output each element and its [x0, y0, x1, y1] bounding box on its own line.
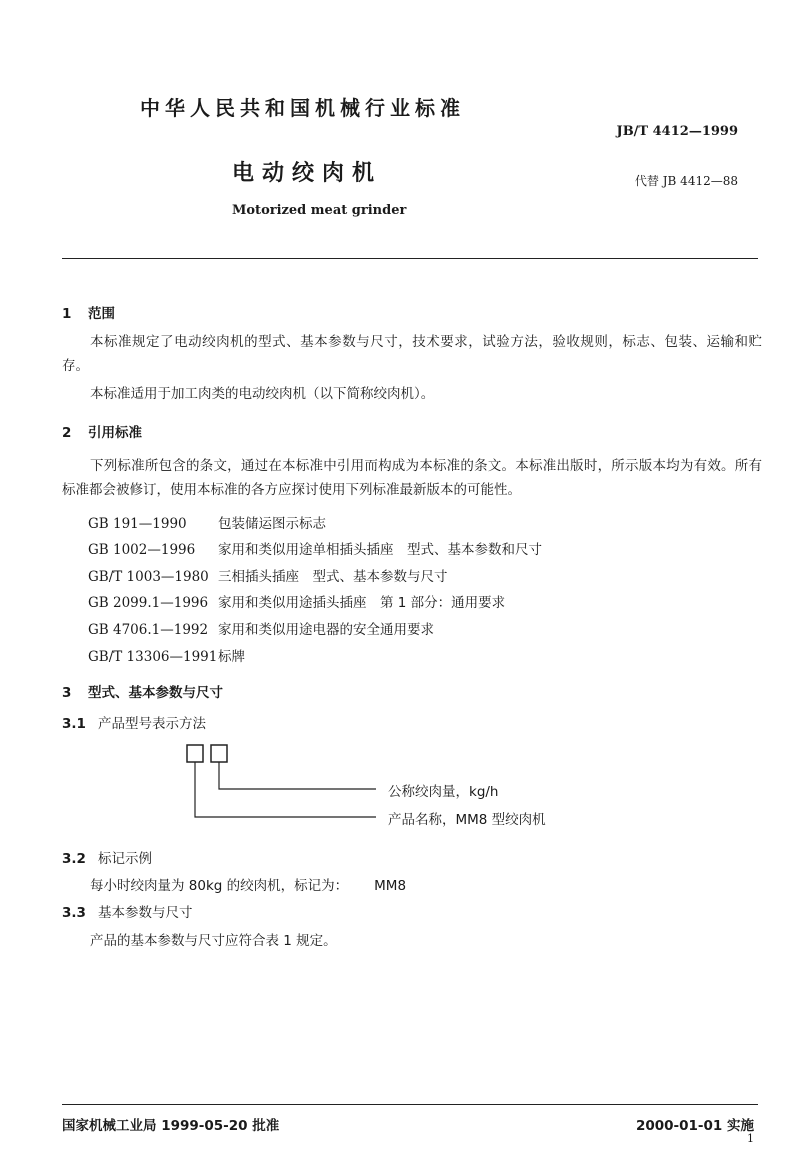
- footer-divider: [62, 1104, 758, 1105]
- reference-title: 家用和类似用途插头插座 第 1 部分：通用要求: [218, 595, 506, 611]
- section-1-heading: [62, 302, 115, 322]
- section-number: 2: [62, 425, 72, 441]
- marking-code: MM8: [374, 878, 407, 894]
- subsection-title: 基本参数与尺寸: [98, 905, 193, 921]
- marking-example-text: 每小时绞肉量为 80kg 的绞肉机，标记为：: [90, 878, 349, 894]
- approval-line: 国家机械工业局 1999-05-20 批准: [62, 1118, 280, 1134]
- implementation-line: 2000-01-01 实施: [635, 1118, 754, 1134]
- reference-title: 包装储运图示标志: [218, 516, 326, 532]
- page-number: 1: [747, 1132, 754, 1145]
- reference-code: GB 4706.1—1992: [88, 622, 209, 638]
- section-title: 范围: [88, 306, 115, 322]
- reference-title: 三相插头插座 型式、基本参数与尺寸: [218, 569, 448, 585]
- model-box-1: [187, 745, 203, 762]
- marking-example: [90, 874, 406, 894]
- subsection-3-2-heading: [62, 847, 152, 867]
- reference-row: [88, 512, 326, 532]
- reference-row: [88, 538, 542, 558]
- section-number: 3: [62, 685, 72, 701]
- english-title: Motorized meat grinder: [232, 203, 407, 218]
- model-box-2: [211, 745, 227, 762]
- subsection-title: 产品型号表示方法: [98, 716, 206, 732]
- replaces-standard: 代替 JB 4412—88: [634, 174, 738, 188]
- capacity-label: 公称绞肉量，kg/h: [388, 784, 499, 800]
- model-designation-diagram: [180, 742, 380, 822]
- subsection-number: 3.1: [62, 716, 86, 732]
- subsection-number: 3.3: [62, 905, 86, 921]
- reference-title: 标牌: [218, 649, 245, 665]
- reference-title: 家用和类似用途单相插头插座 型式、基本参数和尺寸: [218, 542, 542, 558]
- reference-row: [88, 565, 448, 585]
- reference-code: GB 1002—1996: [88, 542, 196, 558]
- section-title: 引用标准: [88, 425, 142, 441]
- reference-row: [88, 645, 245, 665]
- subsection-3-3-heading: [62, 901, 193, 921]
- document-title: 电动绞肉机: [232, 161, 383, 186]
- section-3-heading: [62, 681, 223, 701]
- reference-row: [88, 618, 434, 638]
- reference-row: [88, 591, 505, 611]
- organization-title: 中华人民共和国机械行业标准: [140, 96, 465, 120]
- section-2-paragraph-1: 下列标准所包含的条文，通过在本标准中引用而构成为本标准的条文。本标准出版时，所示版本均为有效。所有标准都会被修订，使用本标准的各方应探讨使用下列标准最新版本的可能性。: [62, 458, 762, 498]
- header-divider: [62, 258, 758, 259]
- leader-line-capacity: [219, 762, 376, 789]
- reference-code: GB 2099.1—1996: [88, 595, 209, 611]
- standard-number: JB/T 4412—1999: [616, 124, 738, 139]
- subsection-number: 3.2: [62, 851, 86, 867]
- reference-title: 家用和类似用途电器的安全通用要求: [218, 622, 434, 638]
- product-name-label: 产品名称，MM8 型绞肉机: [388, 812, 546, 828]
- subsection-3-1-heading: [62, 712, 206, 732]
- reference-code: GB/T 1003—1980: [88, 569, 209, 585]
- section-title: 型式、基本参数与尺寸: [88, 685, 223, 701]
- section-number: 1: [62, 306, 72, 322]
- section-1-paragraph-1: 本标准规定了电动绞肉机的型式、基本参数与尺寸，技术要求，试验方法，验收规则，标志、包装、运输和贮存。: [62, 334, 762, 374]
- section-1-paragraph-2: 本标准适用于加工肉类的电动绞肉机（以下简称绞肉机）。: [90, 386, 435, 402]
- subsection-title: 标记示例: [98, 851, 152, 867]
- reference-code: GB 191—1990: [88, 516, 187, 532]
- subsection-3-3-text: 产品的基本参数与尺寸应符合表 1 规定。: [90, 933, 337, 949]
- section-2-heading: [62, 421, 142, 441]
- reference-code: GB/T 13306—1991: [88, 649, 218, 665]
